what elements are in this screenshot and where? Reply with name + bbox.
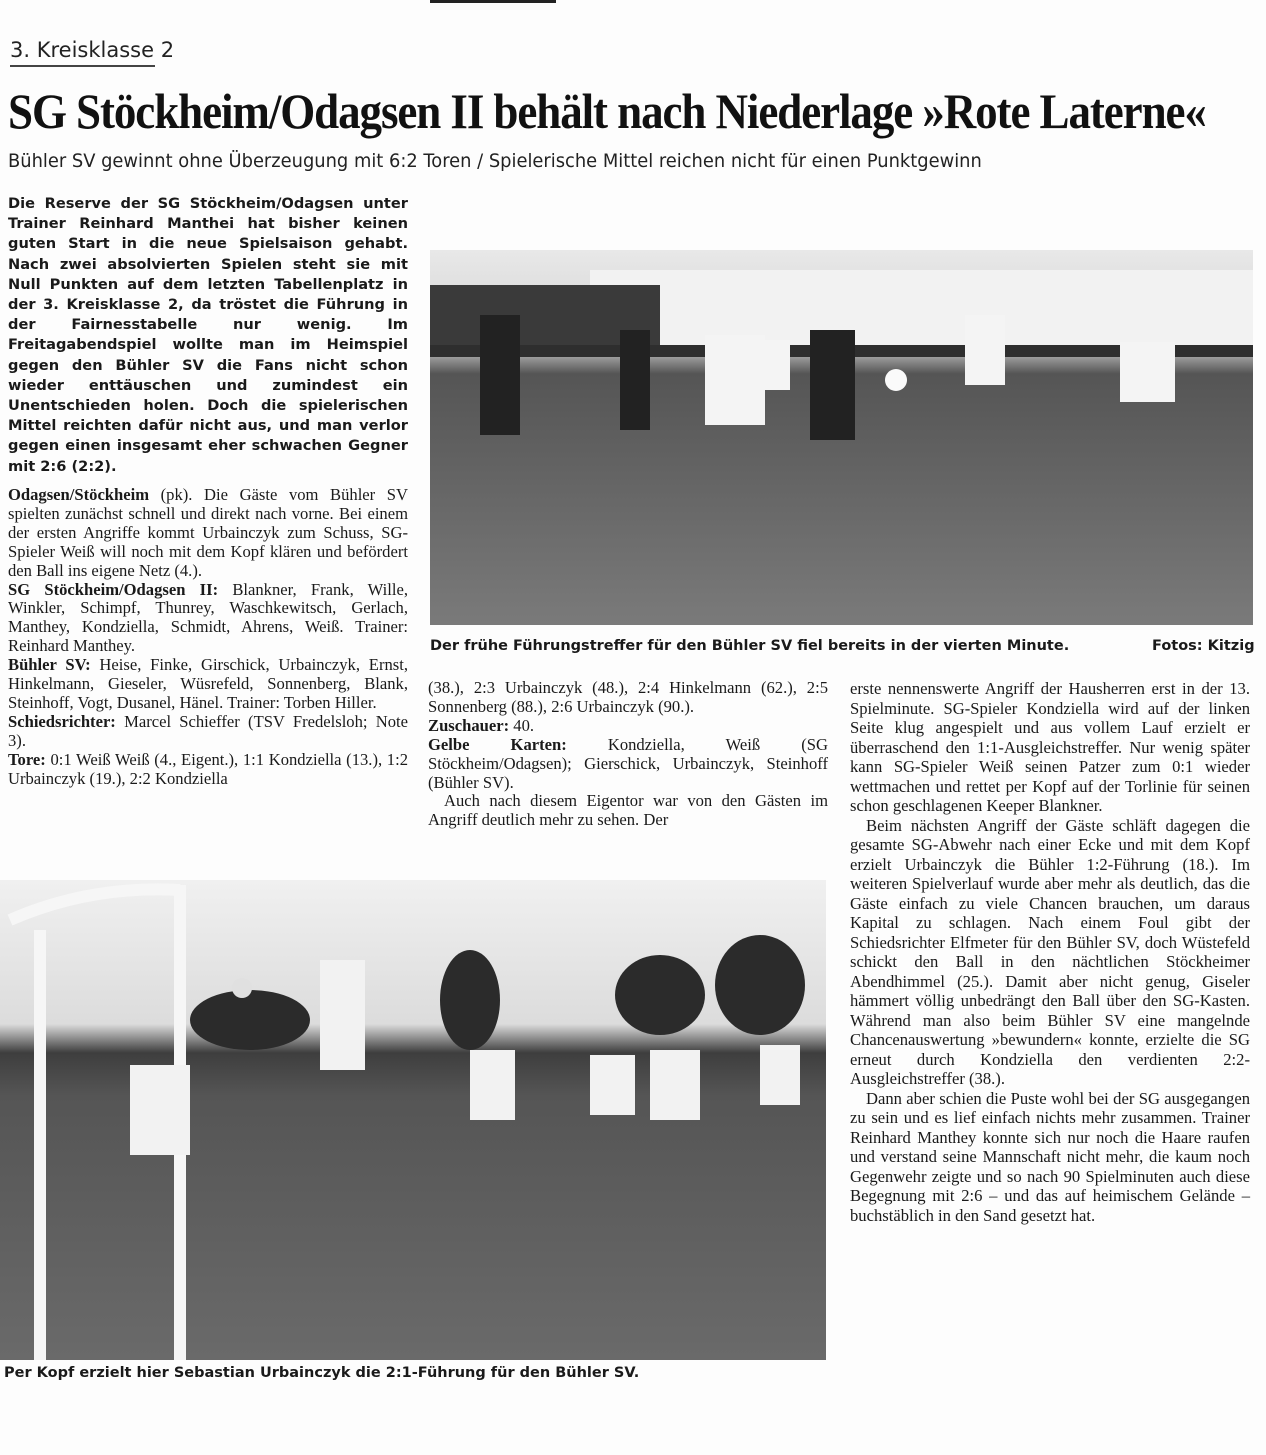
referee-text: Marcel Schieffer (TSV Fredelsloh; Note 3). (8, 711, 408, 750)
photo-2-caption: Per Kopf erzielt hier Sebastian Urbainczyk die 2:1-Führung für den Bühler SV. (4, 1365, 640, 1381)
body-paragraph: Auch nach diesem Eigentor war von den Gästen im Angriff deutlich mehr zu sehen. Der (428, 791, 828, 830)
home-lineup-text: Blankner, Frank, Wille, Winkler, Schimpf, Thunrey, Waschkewitsch, Gerlach, Manthey, Kondziella, Schmidt, Ahrens, Weiß. Trainer: Reinhard Manthey. (8, 579, 408, 656)
referee-label: Schiedsrichter: (8, 711, 116, 731)
article-column-1 (8, 486, 408, 789)
body-paragraph: Dann aber schien die Puste wohl bei der SG ausgegangen zu sein und es lief einfach nichts mehr zusammen. Trainer Reinhard Manthey konnte sich nur noch die Haare raufen und verstand seine Mannschaft nicht mehr, die kaum noch Gegenwehr zeigte und so nach 90 Spielminuten auch diese Begegnung mit 2:6 – und das auf heimischem Gelände – buchstäblich in den Sand gesetzt hat. (850, 1088, 1250, 1225)
goals-text: 0:1 Weiß Weiß (4., Eigent.), 1:1 Kondziella (13.), 1:2 Urbainczyk (19.), 2:2 Kondziella (8, 749, 408, 788)
match-photo-2 (0, 880, 826, 1360)
body-paragraph: erste nennenswerte Angriff der Hausherren erst in der 13. Spielminute. SG-Spieler Kondziella wird auf der linken Seite klug angespielt und aus vollem Lauf erzielt er überraschend den 1:1-Ausgleichstreffer. Nur wenig später kann SG-Spieler Weiß seinen Patzer zum 0:1 wieder wettmachen und rettet per Kopf auf der Torlinie für seinen schon geschlagenen Keeper Blankner. (850, 679, 1250, 815)
photo-credit: Fotos: Kitzig (1152, 638, 1255, 654)
goals-info (8, 751, 408, 789)
away-lineup-text: Heise, Finke, Girschick, Urbainczyk, Ernst, Hinkelmann, Gieseler, Wüsrefeld, Sonnenberg, Blank, Steinhoff, Vogt, Dusanel, Hänel. Trainer: Torben Hiller. (8, 655, 408, 712)
subtitle: Bühler SV gewinnt ohne Überzeugung mit 6:2 Toren / Spielerische Mittel reichen nicht für einen Punktgewinn (8, 150, 982, 172)
section-kicker: 3. Kreisklasse 2 (10, 38, 155, 67)
lead-text: (pk). Die Gäste vom Bühler SV spielten zunächst schnell und direkt nach vorne. Bei einem der ersten Angriffe kommt Urbainczyk zum Schuss, SG-Spieler Weiß will noch mit dem Kopf klären und befördert den Ball ins eigene Netz (4.). (8, 485, 408, 580)
article-column-3 (850, 679, 1250, 1225)
lead-paragraph (8, 486, 408, 581)
photo-1-caption: Der frühe Führungstreffer für den Bühler SV fiel bereits in der vierten Minute. (430, 638, 1070, 654)
spectators-info (428, 717, 828, 736)
match-photo-1 (430, 250, 1253, 625)
intro-paragraph: Die Reserve der SG Stöckheim/Odagsen unter Trainer Reinhard Manthei hat bisher keinen guten Start in die neue Spielsaison gehabt. Nach zwei absolvierten Spielen steht sie mit Null Punkten auf dem letzten Tabellenplatz in der 3. Kreisklasse 2, da tröstet die Führung in der Fairnesstabelle nur wenig. Im Freitagabendspiel wollte man im Heimspiel gegen den Bühler SV die Fans nicht schon wieder enttäuschen und zumindest ein Unentschieden holen. Doch die spielerischen Mittel reichten dafür nicht aus, und man verlor gegen einen insgesamt eher schwachen Gegner mit 2:6 (2:2). (8, 195, 408, 475)
headline: SG Stöckheim/Odagsen II behält nach Niederlage »Rote Laterne« (8, 83, 1206, 139)
football-scene-image (430, 250, 1253, 625)
cards-label: Gelbe Karten: (428, 734, 567, 754)
spectators-text: 40. (509, 715, 535, 735)
goals-continued: (38.), 2:3 Urbainczyk (48.), 2:4 Hinkelmann (62.), 2:5 Sonnenberg (88.), 2:6 Urbainczyk (90.). (428, 678, 828, 716)
home-lineup-label: SG Stöckheim/Odagsen II: (8, 579, 219, 599)
spectators-label: Zuschauer: (428, 715, 510, 735)
body-paragraph: Beim nächsten Angriff der Gäste schläft dagegen die gesamte SG-Abwehr nach einer Ecke und mit dem Kopf erzielt Urbainczyk die Bühler 1:2-Führung (18.). Im weiteren Spielverlauf wurde aber mehr als deutlich, das die Gäste einfach zu viele Chancen brauchen, um daraus Kapital zu schlagen. Nach einem Foul gibt der Schiedsrichter Elfmeter für den Bühler SV, doch Wüstefeld schickt den Ball in den nächtlichen Stöckheimer Abendhimmel (25.). Damit aber nicht genug, Giseler hämmert völlig unbedrängt den Ball über den SG-Kasten. Während man also beim Bühler SV eine mangelnde Chancenauswertung »bewundern« konnte, erzielte die SG erneut durch Kondziella den verdienten 2:2-Ausgleichstreffer (38.). (850, 815, 1250, 1088)
cards-text: Kondziella, Weiß (SG Stöckheim/Odagsen); Gierschick, Urbainczyk, Steinhoff (Bühler SV). (428, 734, 829, 792)
cards-info (428, 736, 828, 793)
home-lineup (8, 581, 408, 657)
dateline: Odagsen/Stöckheim (8, 485, 150, 504)
away-lineup-label: Bühler SV: (8, 655, 91, 675)
goals-label: Tore: (8, 749, 46, 769)
referee-info (8, 713, 408, 751)
article-column-2 (428, 679, 828, 830)
away-lineup (8, 656, 408, 713)
goal-header-scene-image (0, 880, 826, 1360)
top-rule (430, 0, 556, 3)
